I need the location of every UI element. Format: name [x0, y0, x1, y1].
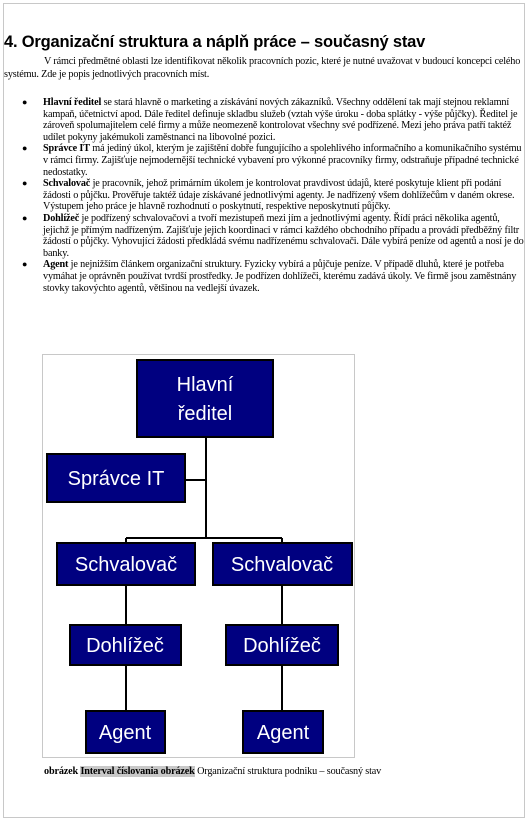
org-chart-svg — [43, 355, 356, 759]
supervisor-left-label: Dohlížeč — [86, 635, 164, 657]
role-description: má jediný úkol, kterým je zajištění dobře fungujícího a spolehlivého informačního a komunikačního systému v rámci firmy. Zajišťuje nejmodernější technické vybavení pro výkonné pracovníky firmy, odstraňuje případné technické nedostatky. — [43, 143, 522, 178]
director-label-line1: Hlavní — [176, 374, 234, 396]
caption-lead: obrázek — [44, 766, 79, 777]
bullet-icon: ● — [22, 212, 28, 223]
bullet-icon: ● — [22, 178, 28, 189]
approver-right-label: Schvalovač — [230, 554, 334, 576]
director-label-line2: ředitel — [177, 403, 233, 425]
agent-right-label: Agent — [256, 722, 310, 744]
role-description: se stará hlavně o marketing a získávání nových zákazníků. Všechny oddělení tak mají stejnou reklamní kampaň, účetnictví apod. Dále ředitel definuje skladbu služeb (vztah výše úroku - doba splátky - výše půjčky). Ředitel je zároveň spolumajitelem celé firmy a může neomezeně kontrolovat všechny své podřízené. Mezi jeho práva patří taktéž udílet pokyny jakémukoli zaměstnanci na libovolné pozici. — [43, 97, 518, 143]
list-item — [0, 178, 527, 213]
role-description: je podřízený schvalovačovi a tvoří mezistupeň mezi jím a jednotlivými agenty. Řídí práci několika agentů, jejichž je přímým nadřízeným. Zajišťuje jejich koordinaci v rámci každého obchodního případu a provádí předběžný filtr žádostí o půjčky. Vyhovující žádosti předkládá svému nadřízenému schvalovači. Dále vybírá peníze od agentů a nosí je do banky. — [43, 212, 524, 259]
role-term: Dohlížeč — [43, 212, 80, 224]
bullet-icon: ● — [22, 97, 28, 107]
role-description: je nejnižším článkem organizační struktury. Fyzicky vybírá a půjčuje peníze. V případě dluhů, které je potřeba vymáhat je oprávněn používat tvrdší prostředky. Je podřízen dohlížeči, kterému zadává úkoly. Ve firmě jsou zaměstnány stovky takovýchto agentů, většinou na vedlejší úvazek. — [43, 259, 517, 294]
role-term: Agent — [43, 259, 69, 271]
org-chart — [42, 354, 355, 758]
role-term: Schvalovač — [43, 178, 91, 190]
role-term: Hlavní ředitel — [43, 97, 102, 108]
director-box — [137, 360, 273, 437]
list-item — [0, 259, 527, 294]
it-admin-label: Správce IT — [67, 468, 165, 490]
list-item — [0, 143, 527, 178]
role-description: je pracovník, jehož primárním úkolem je kontrolovat pravdivost údajů, které poskytuje klient při podání žádosti o půjčku. Prověřuje taktéž údaje získávané jednotlivými agenty. Je nadřízený všem dohlížečům v daném okrese. Výstupem jeho práce je hlavně rozhodnutí o poskytnutí, respektive neposkytnutí půjčky. — [43, 178, 515, 213]
roles-list — [0, 97, 527, 294]
role-term: Správce IT — [43, 143, 90, 155]
bullet-icon: ● — [22, 259, 28, 270]
list-item — [0, 213, 527, 259]
caption-text: Organizační struktura podniku – současný stav — [194, 766, 382, 777]
figure-caption — [44, 766, 381, 777]
caption-field: Interval číslovania obrázek — [80, 766, 195, 777]
list-item — [0, 97, 527, 143]
intro-paragraph: V rámci předmětné oblasti lze identifikovat několik pracovních pozic, které je nutné uvažovat v budoucí koncepci celého systému. Zde je popis jednotlivých pracovních míst. — [4, 56, 521, 80]
approver-left-label: Schvalovač — [74, 554, 178, 576]
supervisor-right-label: Dohlížeč — [243, 635, 321, 657]
agent-left-label: Agent — [98, 722, 152, 744]
section-heading: 4. Organizační struktura a náplň práce – současný stav — [4, 33, 426, 51]
bullet-icon: ● — [22, 143, 28, 154]
